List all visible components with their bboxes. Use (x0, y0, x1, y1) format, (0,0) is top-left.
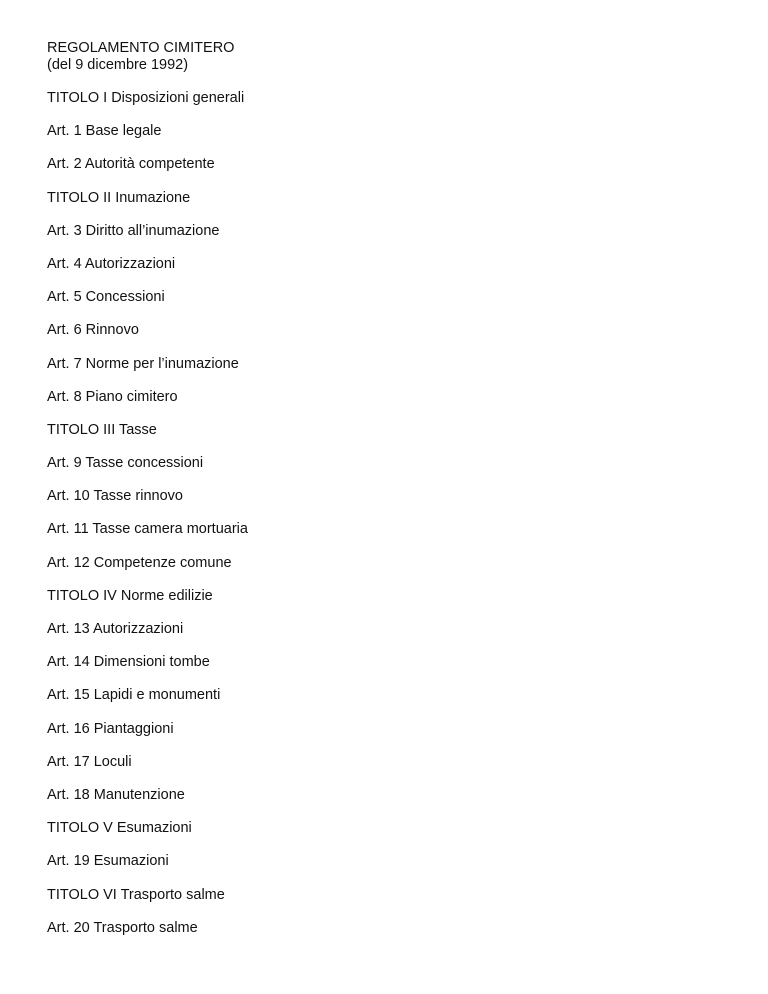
toc-entry: Art. 20 Trasporto salme (47, 919, 198, 936)
toc-entry: TITOLO V Esumazioni (47, 820, 192, 837)
table-of-contents (47, 90, 248, 953)
toc-entry: Art. 1 Base legale (47, 123, 162, 140)
toc-entry: Art. 4 Autorizzazioni (47, 255, 176, 272)
toc-entry: Art. 17 Loculi (47, 753, 132, 770)
toc-entry: TITOLO III Tasse (47, 421, 157, 438)
toc-entry: Art. 13 Autorizzazioni (47, 621, 184, 637)
toc-entry: Art. 11 Tasse camera mortuaria (47, 521, 248, 538)
toc-entry: TITOLO I Disposizioni generali (47, 90, 245, 106)
toc-entry: Art. 9 Tasse concessioni (47, 455, 204, 472)
toc-entry: Art. 8 Piano cimitero (47, 388, 178, 405)
document-title: REGOLAMENTO CIMITERO (47, 40, 235, 56)
toc-entry: Art. 15 Lapidi e monumenti (47, 687, 221, 704)
toc-entry: Art. 2 Autorità competente (47, 156, 215, 173)
toc-entry: Art. 7 Norme per l’inumazione (47, 355, 239, 372)
document-date: (del 9 dicembre 1992) (47, 57, 189, 73)
toc-entry: Art. 6 Rinnovo (47, 322, 139, 339)
toc-entry: Art. 18 Manutenzione (47, 786, 185, 803)
toc-entry: Art. 5 Concessioni (47, 289, 165, 306)
document-header (47, 40, 727, 74)
document-body (47, 40, 727, 936)
toc-entry: TITOLO II Inumazione (47, 189, 191, 206)
toc-entry: TITOLO IV Norme edilizie (47, 587, 213, 604)
toc-entry: TITOLO VI Trasporto salme (47, 886, 225, 903)
toc-entry: Art. 16 Piantaggioni (47, 720, 174, 737)
toc-entry: Art. 10 Tasse rinnovo (47, 488, 183, 505)
toc-entry: Art. 3 Diritto all’inumazione (47, 222, 220, 239)
toc-entry: Art. 19 Esumazioni (47, 853, 169, 870)
toc-entry: Art. 12 Competenze comune (47, 554, 232, 571)
toc-entry: Art. 14 Dimensioni tombe (47, 654, 210, 671)
